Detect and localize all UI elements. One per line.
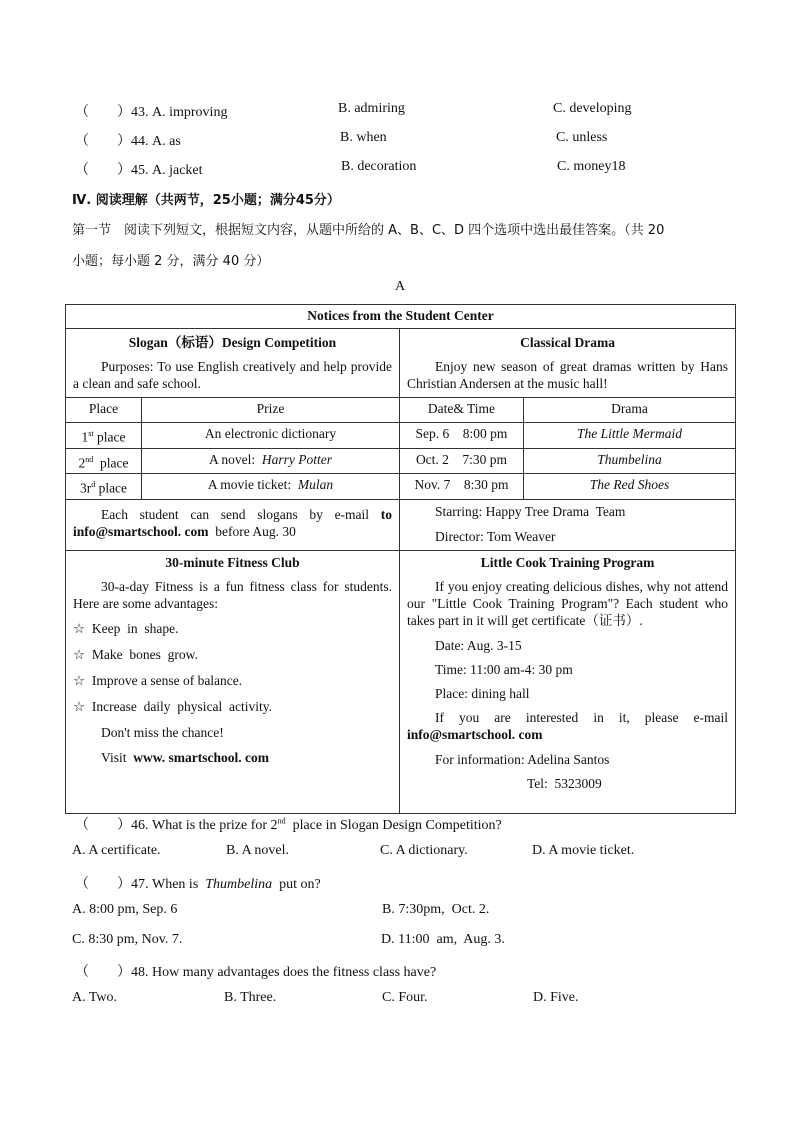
cook-date: Date: Aug. 3-15 — [435, 637, 522, 653]
table-row — [66, 423, 736, 449]
send-deadline: before Aug. 30 — [208, 523, 296, 539]
place-cell — [66, 448, 142, 474]
cloze-45-option-c: C. money18 — [557, 159, 626, 174]
place-number: 1 — [81, 429, 89, 445]
place-number: 3r — [79, 480, 92, 496]
fitness-intro: 30-a-day Fitness is a fun fitness class for students. Here are some advantages: — [73, 578, 392, 611]
place-suffix: st — [88, 429, 94, 438]
q48-option-d[interactable]: D. Five. — [533, 990, 579, 1005]
q48-option-c[interactable]: C. Four. — [382, 990, 428, 1005]
cloze-45-option-b: B. decoration — [341, 159, 417, 174]
fitness-visit — [73, 749, 392, 766]
date-cell: Sep. 6 8:00 pm — [400, 423, 524, 449]
q46-option-b[interactable]: B. A novel. — [226, 843, 290, 858]
fitness-item: ☆ Make bones grow. — [73, 646, 198, 662]
cook-email-text: If you are interested in it, please e-mail — [435, 709, 729, 725]
cloze-45-stem: （ ）45. A. jacket — [75, 163, 203, 178]
cloze-43-option-b: B. admiring — [338, 101, 405, 116]
send-cell — [66, 499, 400, 550]
cook-title: Little Cook Training Program — [480, 554, 655, 570]
cloze-44-option-b: B. when — [340, 130, 387, 145]
prize-text: A movie ticket: — [207, 477, 298, 492]
cook-tel: Tel: 5323009 — [527, 775, 602, 791]
place-suffix: nd — [85, 454, 94, 464]
fitness-title: 30-minute Fitness Club — [165, 554, 300, 570]
slogan-title: Slogan（标语）Design Competition — [128, 335, 337, 350]
cloze-44-option-c: C. unless — [556, 130, 608, 145]
place-cell — [66, 474, 142, 500]
cook-info: For information: Adelina Santos — [435, 751, 610, 767]
place-number: 2 — [78, 455, 86, 470]
question-47-stem — [75, 873, 321, 893]
header-prize: Prize — [142, 398, 400, 423]
cook-email-line — [407, 709, 728, 743]
q46-option-d[interactable]: D. A movie ticket. — [532, 843, 635, 858]
cloze-44-stem: （ ）44. A. as — [75, 134, 181, 149]
director: Director: Tom Weaver — [435, 528, 556, 544]
prize-cell — [142, 474, 400, 500]
header-date: Date& Time — [400, 398, 524, 423]
place-cell — [66, 423, 142, 449]
cast-cell — [400, 499, 736, 550]
q48-option-b[interactable]: B. Three. — [224, 990, 277, 1005]
date-cell: Nov. 7 8:30 pm — [400, 474, 524, 500]
send-to: to — [380, 506, 392, 522]
drama-name-cell: The Red Shoes — [524, 474, 736, 500]
q48-option-a[interactable]: A. Two. — [72, 990, 118, 1005]
prize-cell: An electronic dictionary — [142, 423, 400, 449]
q47-option-c[interactable]: C. 8:30 pm, Nov. 7. — [72, 932, 183, 947]
prize-text: A novel: — [209, 451, 262, 467]
q47-option-d[interactable]: D. 11:00 am, Aug. 3. — [381, 932, 505, 947]
prize-cell — [142, 448, 400, 474]
instruction-line-1: 第一节 阅读下列短文，根据短文内容，从题中所给的 A、B、C、D 四个选项中选出最佳答案。（共 20 — [72, 223, 665, 238]
q46-option-a[interactable]: A. A certificate. — [72, 843, 161, 858]
table-row — [66, 448, 736, 474]
instruction-line-2: 小题；每小题 2 分，满分 40 分） — [72, 254, 270, 269]
fitness-visit-label: Visit — [101, 749, 134, 765]
fitness-cta: Don't miss the chance! — [101, 724, 224, 740]
fitness-item: ☆ Increase daily physical activity. — [73, 698, 273, 714]
fitness-website-link[interactable]: www. smartschool. com — [133, 749, 269, 765]
drama-name-cell: Thumbelina — [524, 448, 736, 474]
cook-place: Place: dining hall — [435, 685, 530, 701]
slogan-cell — [66, 329, 400, 398]
starring: Starring: Happy Tree Drama Team — [435, 503, 626, 519]
fitness-item: ☆ Improve a sense of balance. — [73, 672, 243, 688]
q47-text: （ ）47. When is — [75, 877, 206, 892]
question-48-stem: （ ）48. How many advantages does the fitness class have? — [75, 965, 437, 980]
cook-cell — [400, 550, 736, 813]
q46-option-c[interactable]: C. A dictionary. — [380, 843, 468, 858]
cook-intro: If you enjoy creating delicious dishes, why not attend our "Little Cook Training Program"? Each student who takes part in it will get certificate（证书）. — [407, 578, 729, 628]
drama-name-cell: The Little Mermaid — [524, 423, 736, 449]
send-email: info@smartschool. com — [73, 523, 209, 539]
q47-title: Thumbelina — [205, 877, 273, 892]
prize-title: Mulan — [297, 477, 334, 492]
table-row — [66, 474, 736, 500]
place-word: place — [93, 429, 126, 445]
fitness-cell — [66, 550, 400, 813]
slogan-purpose: Purposes: To use English creatively and help provide a clean and safe school. — [73, 359, 392, 391]
cloze-43-option-c: C. developing — [553, 101, 632, 116]
place-word: place — [93, 455, 129, 470]
header-place: Place — [66, 398, 142, 423]
notice-title: Notices from the Student Center — [66, 305, 736, 329]
fitness-item: ☆ Keep in shape. — [73, 620, 179, 636]
q46-text-end: place in Slogan Design Competition? — [285, 818, 502, 833]
drama-title: Classical Drama — [520, 335, 615, 350]
place-suffix: d — [91, 480, 96, 489]
send-info — [73, 506, 392, 540]
date-cell: Oct. 2 7:30 pm — [400, 448, 524, 474]
header-drama: Drama — [524, 398, 736, 423]
drama-intro: Enjoy new season of great dramas written by Hans Christian Andersen at the music hall! — [407, 359, 729, 391]
section-title: Ⅳ. 阅读理解（共两节，25小题；满分45分） — [72, 193, 340, 208]
place-word: place — [95, 480, 128, 496]
q47-text-end: put on? — [272, 877, 321, 892]
prize-title: Harry Potter — [261, 451, 332, 467]
cook-email-link[interactable]: info@smartschool. com — [407, 726, 543, 742]
question-46-stem — [75, 814, 502, 834]
notice-table — [65, 304, 736, 814]
cook-time: Time: 11:00 am-4: 30 pm — [435, 661, 573, 677]
passage-label: A — [395, 279, 406, 294]
q46-sup: nd — [277, 816, 286, 826]
drama-cell — [400, 329, 736, 398]
q47-option-b[interactable]: B. 7:30pm, Oct. 2. — [382, 902, 490, 917]
q47-option-a[interactable]: A. 8:00 pm, Sep. 6 — [72, 902, 178, 917]
q46-text: （ ）46. What is the prize for 2 — [75, 818, 278, 833]
send-text: Each student can send slogans by e-mail — [101, 506, 381, 522]
cloze-43-stem: （ ）43. A. improving — [75, 105, 228, 120]
